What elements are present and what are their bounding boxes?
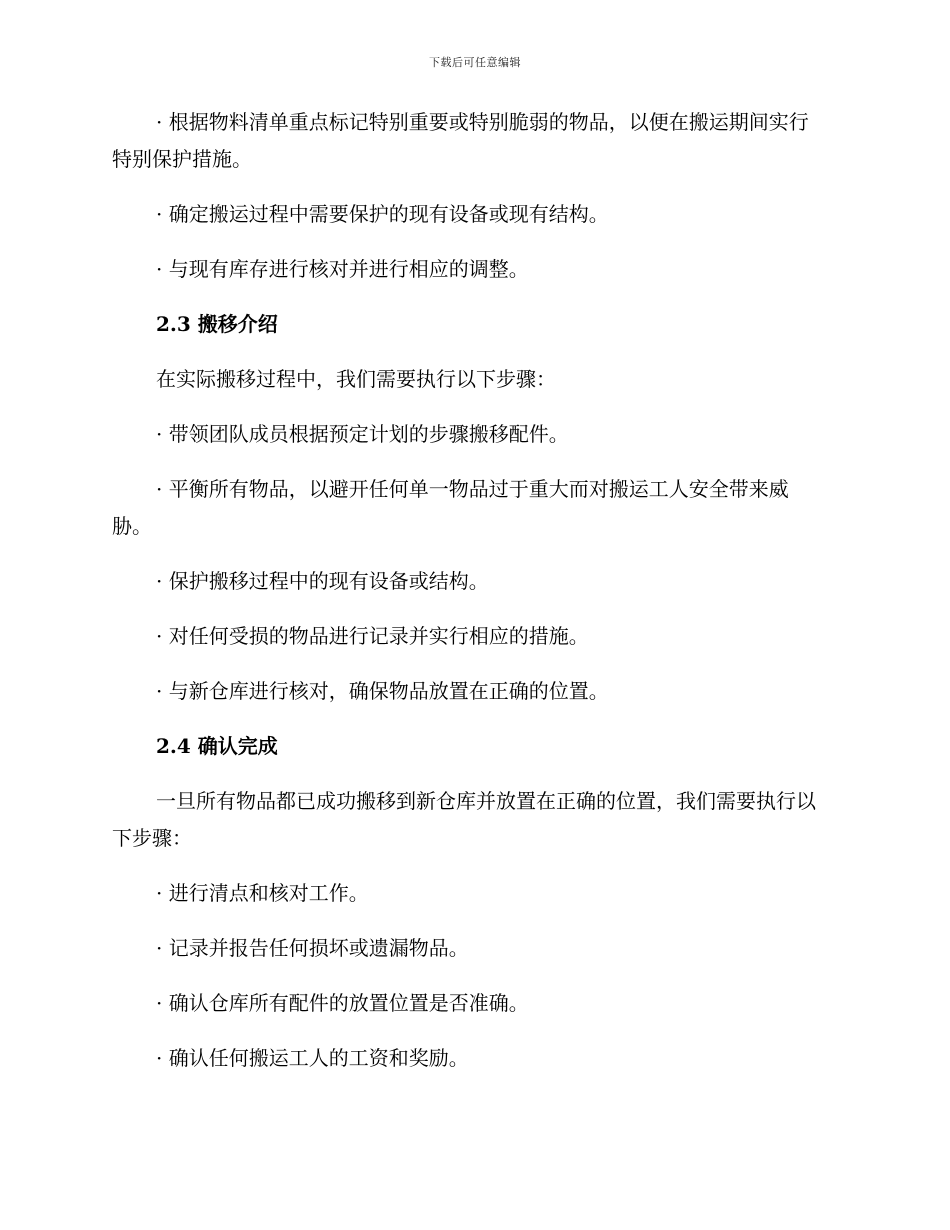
section-heading-2-4: 2.4 确认完成 — [156, 734, 278, 758]
bullet-count-check: · 进行清点和核对工作。 — [156, 881, 369, 905]
bullet-balance-items: · 平衡所有物品，以避开任何单一物品过于重大而对搬运工人安全带来威胁。 — [112, 477, 789, 538]
bullet-check-inventory: · 与现有库存进行核对并进行相应的调整。 — [156, 257, 529, 281]
bullet-identify-protected-equipment: · 确定搬运过程中需要保护的现有设备或现有结构。 — [156, 202, 609, 226]
intro-completion-steps: 一旦所有物品都已成功搬移到新仓库并放置在正确的位置，我们需要执行以下步骤： — [112, 789, 816, 850]
bullet-protect-structures: · 保护搬移过程中的现有设备或结构。 — [156, 569, 489, 593]
page-header: 下载后可任意编辑 — [429, 56, 521, 69]
section-heading-2-3: 2.3 搬移介绍 — [156, 312, 278, 336]
bullet-lead-team: · 带领团队成员根据预定计划的步骤搬移配件。 — [156, 422, 569, 446]
intro-moving-steps: 在实际搬移过程中，我们需要执行以下步骤： — [156, 367, 556, 391]
bullet-confirm-positions: · 确认仓库所有配件的放置位置是否准确。 — [156, 991, 529, 1015]
bullet-confirm-wages: · 确认任何搬运工人的工资和奖励。 — [156, 1046, 469, 1070]
bullet-report-loss: · 记录并报告任何损坏或遗漏物品。 — [156, 936, 469, 960]
bullet-mark-fragile-items: · 根据物料清单重点标记特别重要或特别脆弱的物品，以便在搬运期间实行特别保护措施。 — [112, 110, 809, 171]
bullet-verify-placement: · 与新仓库进行核对，确保物品放置在正确的位置。 — [156, 679, 609, 703]
bullet-record-damage: · 对任何受损的物品进行记录并实行相应的措施。 — [156, 624, 589, 648]
document-body — [112, 104, 828, 1095]
